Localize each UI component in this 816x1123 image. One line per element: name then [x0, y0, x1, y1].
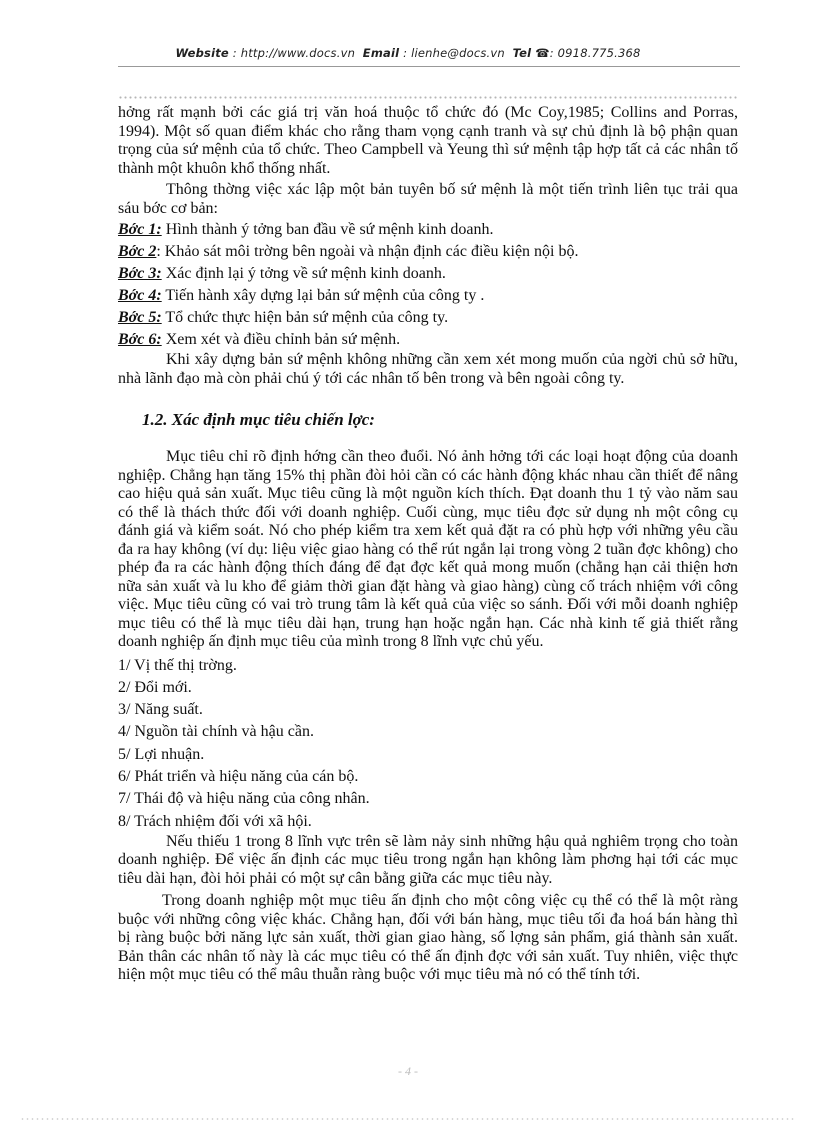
area-item: 8/ Trách nhiệm đối với xã hội. — [118, 812, 312, 830]
step-label: Bớc 6: — [118, 331, 162, 348]
page-header — [0, 46, 816, 60]
phone-icon: ☎ — [535, 46, 550, 60]
step-label: Bớc 5: — [118, 309, 162, 326]
website-label: Website — [175, 46, 229, 60]
tel-value: : 0918.775.368 — [549, 46, 641, 60]
footer-dotted-divider — [20, 1118, 796, 1120]
step-item — [118, 285, 738, 307]
step-item — [118, 241, 738, 263]
step-label: Bớc 1: — [118, 221, 162, 238]
area-item: 1/ Vị thế thị trờng. — [118, 656, 237, 674]
step-text: Xem xét và điều chỉnh bản sứ mệnh. — [161, 331, 401, 348]
dotted-divider — [118, 96, 738, 99]
process-intro-paragraph: Thông thờng việc xác lập một bản tuyên bố sứ mệnh là một tiến trình liên tục trải qua sáu bớc cơ bản: — [118, 181, 738, 217]
step-item — [118, 307, 738, 329]
area-item: 5/ Lợi nhuận. — [118, 745, 205, 763]
step-text: Hình thành ý tởng ban đầu về sứ mệnh kinh doanh. — [161, 221, 494, 238]
section-heading: 1.2. Xác định mục tiêu chiến lợc: — [142, 410, 375, 429]
tel-label: Tel — [512, 46, 532, 60]
area-item: 3/ Năng suất. — [118, 701, 203, 719]
website-value[interactable]: : http://www.docs.vn — [232, 46, 356, 60]
email-label: Email — [362, 46, 400, 60]
objectives-paragraph: Mục tiêu chỉ rõ định hớng cần theo đuổi. Nó ảnh hởng tới các loại hoạt động của doanh nghiệp. Chẳng hạn tăng 15% thị phần đòi hỏi cần có các hành động khác nhau cần thiết để nâng cao hiệu quả sản xuất. Mục tiêu cũng là một nguồn kích thích. Đạt doanh thu 1 tỷ vào năm sau có thể là thách thức đối với doanh nghiệp. Cuối cùng, mục tiêu đợc sử dụng nh một công cụ đánh giá và kiểm soát. Nó cho phép kiểm tra xem kết quả đặt ra có phù hợp với những yêu cầu đa ra hay không (ví dụ: liệu việc giao hàng có thể rút ngắn lại trong vòng 2 tuần đợc không) cho phép đa ra các hành động thích đáng để đạt đợc kết quả mong muốn (chẳng hạn cải thiện hơn nữa sản xuất và lu kho để giảm thời gian đặt hàng và giao hàng) cùng cố trách nhiệm với công việc. Mục tiêu cũng có vai trò trung tâm là kết quả của việc so sánh. Đối với mỗi doanh nghiệp mục tiêu có thể là mục tiêu dài hạn, trung hạn hoặc ngắn hạn. Các nhà kinh tế giả thiết rằng doanh nghiệp ấn định mục tiêu của mình trong 8 lĩnh vực chủ yếu. — [118, 448, 738, 650]
step-text: Xác định lại ý tởng về sứ mệnh kinh doanh. — [161, 265, 446, 282]
step-label: Bớc 4: — [118, 287, 162, 304]
area-item: 6/ Phát triển và hiệu năng của cán bộ. — [118, 767, 359, 785]
document-body — [118, 104, 738, 985]
step-text: Tổ chức thực hiện bản sứ mệnh của công ty. — [161, 309, 449, 326]
intro-paragraph: hởng rất mạnh bởi các giá trị văn hoá thuộc tổ chức đó (Mc Coy,1985; Collins and Porras, 1994). Một số quan điểm khác cho rằng tham vọng cạnh tranh và sự chủ định là bộ phận quan trọng của sứ mệnh của tổ chức. Theo Campbell và Yeung thì sứ mệnh tập hợp tất cả các nhân tố thành một khuôn khổ thống nhất. — [118, 104, 738, 177]
areas-list — [118, 655, 738, 833]
step-label: Bớc 3: — [118, 265, 162, 282]
area-item: 2/ Đổi mới. — [118, 678, 192, 696]
step-item — [118, 219, 738, 241]
area-item: 4/ Nguồn tài chính và hậu cần. — [118, 723, 314, 741]
area-item: 7/ Thái độ và hiệu năng của công nhân. — [118, 790, 370, 808]
email-value[interactable]: : lienhe@docs.vn — [403, 46, 505, 60]
steps-list — [118, 219, 738, 351]
balance-paragraph: Nếu thiếu 1 trong 8 lĩnh vực trên sẽ làm nảy sinh những hậu quả nghiêm trọng cho toàn doanh nghiệp. Để việc ấn định các mục tiêu trong ngắn hạn không làm phơng hại tới các mục tiêu dài hạn, đòi hỏi phải có một sự cân bằng giữa các mục tiêu này. — [118, 832, 738, 887]
constraint-paragraph: Trong doanh nghiệp một mục tiêu ấn định cho một công việc cụ thể có thể là một ràng buộc với những công việc khác. Chẳng hạn, đối với bán hàng, mục tiêu tối đa hoá bán hàng thì bị ràng buộc bởi năng lực sản xuất, thời gian giao hàng, số lợng sản phẩm, giá thành sản xuất. Bản thân các nhân tố này là các mục tiêu có thể ấn định đợc với sản xuất. Tuy nhiên, việc thực hiện một mục tiêu có thể mâu thuẫn ràng buộc với mục tiêu mà nó có thể tính tới. — [118, 892, 738, 984]
mission-building-paragraph: Khi xây dựng bản sứ mệnh không những cần xem xét mong muốn của ngời chủ sở hữu, nhà lãnh đạo mà còn phải chú ý tới các nhân tố bên trong và bên ngoài công ty. — [118, 351, 738, 387]
step-label: Bớc 2 — [118, 243, 157, 260]
page-number: - 4 - — [398, 1064, 418, 1078]
step-item — [118, 263, 738, 285]
step-text: Tiến hành xây dựng lại bản sứ mệnh của công ty . — [161, 287, 485, 304]
header-divider — [118, 66, 740, 67]
step-text: : Khảo sát môi trờng bên ngoài và nhận định các điều kiện nội bộ. — [156, 243, 579, 260]
step-item — [118, 329, 738, 351]
